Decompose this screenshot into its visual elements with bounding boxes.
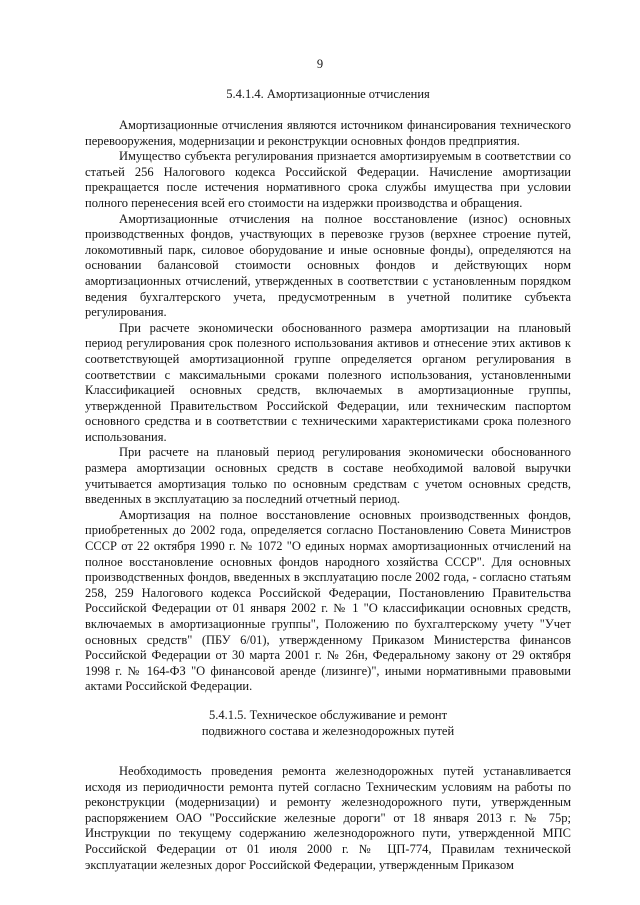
paragraph: Амортизация на полное восстановление основных производственных фондов, приобретенных до 2002 года, определяется согласно Постановлению Совета Министров СССР от 22 октября 1990 г. № 1072 "О единых нормах амортизационных отчислений на полное восстановление основных фондов народного хозяйства СССР". Для основных производственных фондов, введенных в эксплуатацию после 2002 года, - согласно статьям 258, 259 Налогового кодекса Российской Федерации, Постановлению Правительства Российской Федерации от 01 января 2002 г. № 1 "О классификации основных средств, включаемых в амортизационные группы", Положению по бухгалтерскому учету "Учет основных средств" (ПБУ 6/01), утвержденному Приказом Министерства финансов Российской Федерации от 30 марта 2001 г. № 26н, Федеральному закону от 29 октября 1998 г. № 164-ФЗ "О финансовой аренде (лизинге)", иными нормативными правовыми актами Российской Федерации.: [85, 507, 571, 694]
paragraph: Необходимость проведения ремонта железнодорожных путей устанавливается исходя из периодичности ремонта путей согласно Техническим условиям на работы по реконструкции (модернизации) и ремонту железнодорожного пути, утвержденным распоряжением ОАО "Российские железные дороги" от 18 января 2013 г. № 75р; Инструкции по текущему содержанию железнодорожного пути, утвержденной МПС Российской Федерации от 01 июля 2000 г. № ЦП-774, Правилам технической эксплуатации железных дорог Российской Федерации, утвержденным Приказом: [85, 763, 571, 872]
section-heading-depreciation: 5.4.1.4. Амортизационные отчисления: [226, 87, 430, 101]
paragraph: Амортизационные отчисления являются источником финансирования технического перевооружения, модернизации и реконструкции основных фондов предприятия.: [85, 118, 571, 148]
page-body: [85, 86, 571, 873]
page-number: 9: [316, 57, 324, 71]
paragraph: При расчете экономически обоснованного размера амортизации на плановый период регулирования срок полезного использования активов и отнесение этих активов к соответствующей амортизационной группе определяется органом регулирования в соответствии с максимальными сроками полезного использования, установленными Классификацией основных средств, включаемых в амортизационные группы, утвержденной Правительством Российской Федерации, или техническим паспортом основного средства и в соответствии с техническими характеристиками срока полезного использования.: [85, 320, 571, 444]
paragraph: Амортизационные отчисления на полное восстановление (износ) основных производственных фондов, участвующих в перевозке грузов (верхнее строение путей, локомотивный парк, силовое оборудование и иные основные фонды), определяются на основании балансовой стоимости основных фондов и действующих норм амортизационных отчислений, утвержденных в соответствии с установленным порядком ведения бухгалтерского учета, предусмотренным в учетной политике субъекта регулирования.: [85, 211, 571, 320]
paragraph: При расчете на плановый период регулирования экономически обоснованного размера амортизации основных средств в составе необходимой валовой выручки учитывается амортизация только по основным средствам с учетом основных средств, введенных в эксплуатацию за последний отчетный период.: [85, 445, 571, 507]
section-heading-maintenance: [85, 707, 571, 739]
section-heading-line: подвижного состава и железнодорожных путей: [201, 723, 455, 738]
paragraph: Имущество субъекта регулирования признается амортизируемым в соответствии со статьей 256 Налогового кодекса Российской Федерации. Начисление амортизации прекращается после истечения нормативного срока службы имущества при условии полного перенесения всей его стоимости на издержки производства и обращения.: [85, 149, 571, 210]
section-heading-line: 5.4.1.5. Техническое обслуживание и ремонт: [208, 707, 448, 722]
